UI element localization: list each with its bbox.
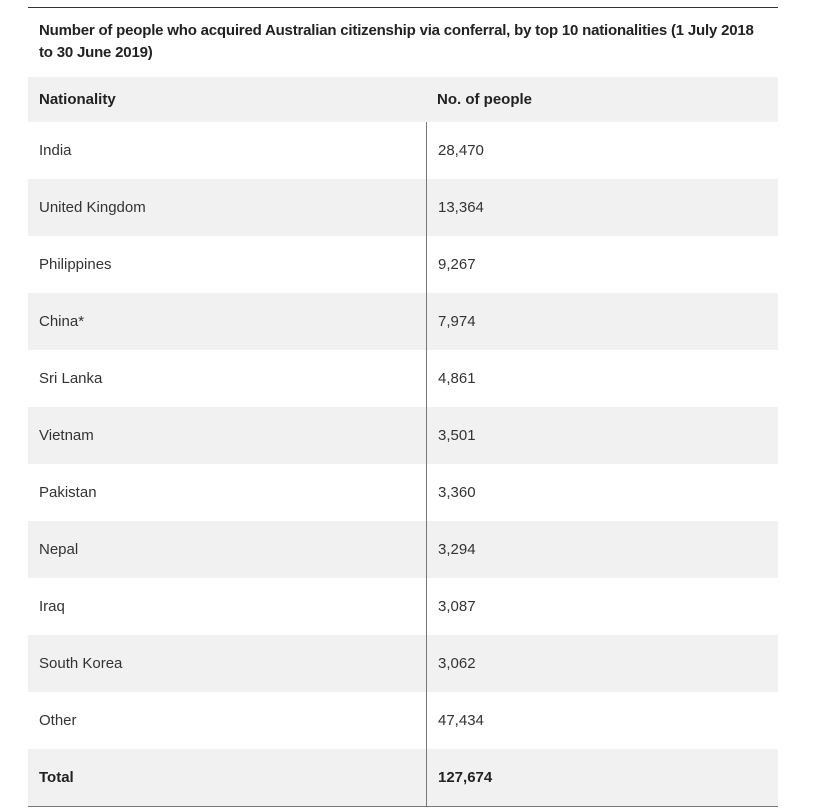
count-cell: 28,470 (426, 122, 778, 179)
nationality-cell: Sri Lanka (39, 370, 103, 387)
count-cell: 47,434 (426, 692, 778, 749)
count-cell: 3,062 (426, 635, 778, 692)
nationality-cell: Nepal (39, 541, 79, 558)
nationality-cell: Iraq (39, 598, 65, 615)
nationality-cell: Vietnam (39, 427, 94, 444)
nationality-cell: United Kingdom (39, 199, 146, 216)
count-cell: 3,501 (426, 407, 778, 464)
table-row (28, 236, 778, 293)
header-count: No. of people (437, 91, 532, 108)
table-row (28, 521, 778, 578)
table-row (28, 407, 778, 464)
bottom-divider (28, 806, 778, 807)
count-cell: 4,861 (426, 350, 778, 407)
nationality-cell: China* (39, 313, 85, 330)
count-cell: 9,267 (426, 236, 778, 293)
count-cell: 7,974 (426, 293, 778, 350)
count-cell: 3,087 (426, 578, 778, 635)
nationality-cell: India (39, 142, 72, 159)
citizenship-table (28, 77, 778, 807)
count-cell: 3,360 (426, 464, 778, 521)
top-divider (28, 7, 778, 8)
table-row (28, 464, 778, 521)
total-count: 127,674 (426, 749, 778, 806)
nationality-cell: South Korea (39, 655, 123, 672)
table-row (28, 692, 778, 749)
count-cell: 13,364 (426, 179, 778, 236)
nationality-cell: Philippines (39, 256, 112, 273)
table-row (28, 293, 778, 350)
total-row (28, 749, 778, 806)
count-cell: 3,294 (426, 521, 778, 578)
table-row (28, 122, 778, 179)
table-row (28, 179, 778, 236)
nationality-cell: Other (39, 712, 77, 729)
table-caption: Number of people who acquired Australian citizenship via conferral, by top 10 nationalities (1 July 2018 to 30 June 2019) (39, 22, 754, 61)
table-row (28, 350, 778, 407)
table-row (28, 578, 778, 635)
total-label: Total (39, 769, 74, 786)
table-row (28, 635, 778, 692)
table-header-row (28, 77, 778, 122)
nationality-cell: Pakistan (39, 484, 97, 501)
header-nationality: Nationality (39, 91, 116, 108)
